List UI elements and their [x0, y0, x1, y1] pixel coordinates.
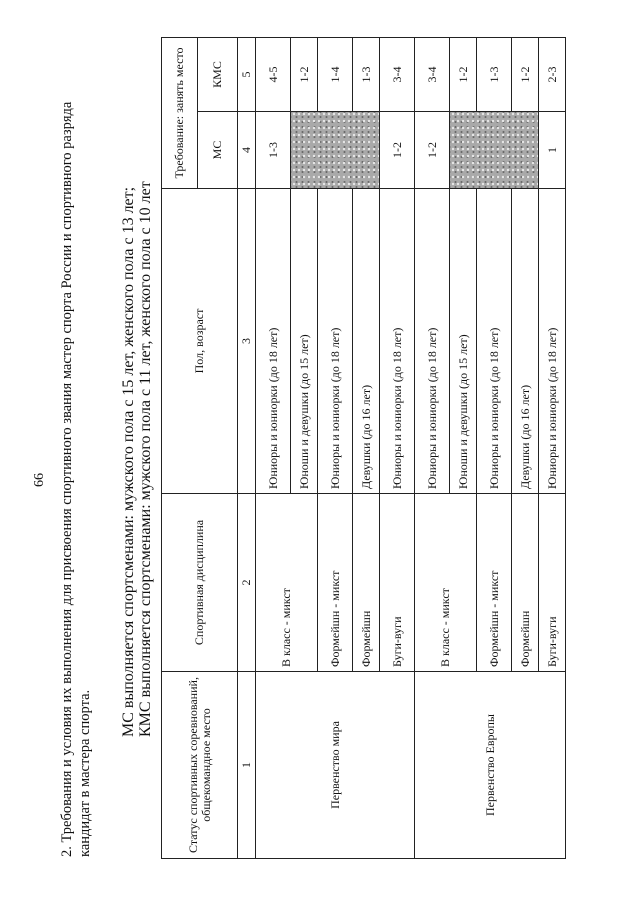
table-row: [415, 38, 450, 859]
column-number: 4: [238, 112, 256, 189]
kms-cell: 1-2: [512, 38, 539, 112]
discipline-cell: Буги-вуги: [380, 494, 415, 672]
kms-cell: 3-4: [415, 38, 450, 112]
kms-cell: 1-4: [318, 38, 353, 112]
ms-cell-shaded: [291, 112, 380, 189]
column-numbers-row: [238, 38, 256, 859]
age-cell: Юниоры и юниорки (до 18 лет): [380, 189, 415, 494]
age-cell: Девушки (до 16 лет): [512, 189, 539, 494]
age-cell: Юноши и девушки (до 15 лет): [450, 189, 477, 494]
header-kms: КМС: [198, 38, 238, 112]
age-cell: Юниоры и юниорки (до 18 лет): [477, 189, 512, 494]
ms-cell: 1-2: [415, 112, 450, 189]
kms-condition: КМС выполняется спортсменами: мужского пола с 11 лет, женского пола с 10 лет: [137, 181, 154, 737]
column-number: 3: [238, 189, 256, 494]
age-cell: Юниоры и юниорки (до 18 лет): [415, 189, 450, 494]
ms-cell: 1: [539, 112, 566, 189]
discipline-cell: Формейшн: [353, 494, 380, 672]
age-cell: Юниоры и юниорки (до 18 лет): [318, 189, 353, 494]
ms-cell: 1-3: [256, 112, 291, 189]
status-cell: Первенство Европы: [415, 672, 566, 859]
kms-cell: 4-5: [256, 38, 291, 112]
conditions-block: [120, 181, 154, 737]
requirements-table: [161, 37, 566, 859]
discipline-cell: В класс - микст: [415, 494, 477, 672]
section-heading: 2. Требования и условия их выполнения для присвоения спортивного звания мастер спорта России и спортивного разряда кандидат в мастера спорта.: [59, 101, 93, 857]
rotated-content: [20, 17, 620, 887]
ms-condition: МС выполняется спортсменами: мужского пола с 15 лет, женского пола с 13 лет;: [120, 186, 137, 737]
kms-cell: 1-3: [353, 38, 380, 112]
page-number: 66: [32, 473, 47, 487]
age-cell: Девушки (до 16 лет): [353, 189, 380, 494]
header-age: Пол, возраст: [162, 189, 238, 494]
kms-cell: 1-2: [450, 38, 477, 112]
kms-cell: 2-3: [539, 38, 566, 112]
discipline-cell: В класс - микст: [256, 494, 318, 672]
table-row: [256, 38, 291, 859]
kms-cell: 3-4: [380, 38, 415, 112]
age-cell: Юниоры и юниорки (до 18 лет): [539, 189, 566, 494]
column-number: 2: [238, 494, 256, 672]
age-cell: Юноши и девушки (до 15 лет): [291, 189, 318, 494]
status-cell: Первенство мира: [256, 672, 415, 859]
header-requirement: Требование: занять место: [162, 38, 198, 189]
header-ms: МС: [198, 112, 238, 189]
kms-cell: 1-3: [477, 38, 512, 112]
kms-cell: 1-2: [291, 38, 318, 112]
discipline-cell: Буги-вуги: [539, 494, 566, 672]
ms-cell: 1-2: [380, 112, 415, 189]
ms-cell-shaded: [450, 112, 539, 189]
column-number: 1: [238, 672, 256, 859]
discipline-cell: Формейшн - микст: [318, 494, 353, 672]
header-discipline: Спортивная дисциплина: [162, 494, 238, 672]
column-number: 5: [238, 38, 256, 112]
discipline-cell: Формейшн - микст: [477, 494, 512, 672]
discipline-cell: Формейшн: [512, 494, 539, 672]
header-status: Статус спортивных соревнований, общекомандное место: [162, 672, 238, 859]
age-cell: Юниоры и юниорки (до 18 лет): [256, 189, 291, 494]
